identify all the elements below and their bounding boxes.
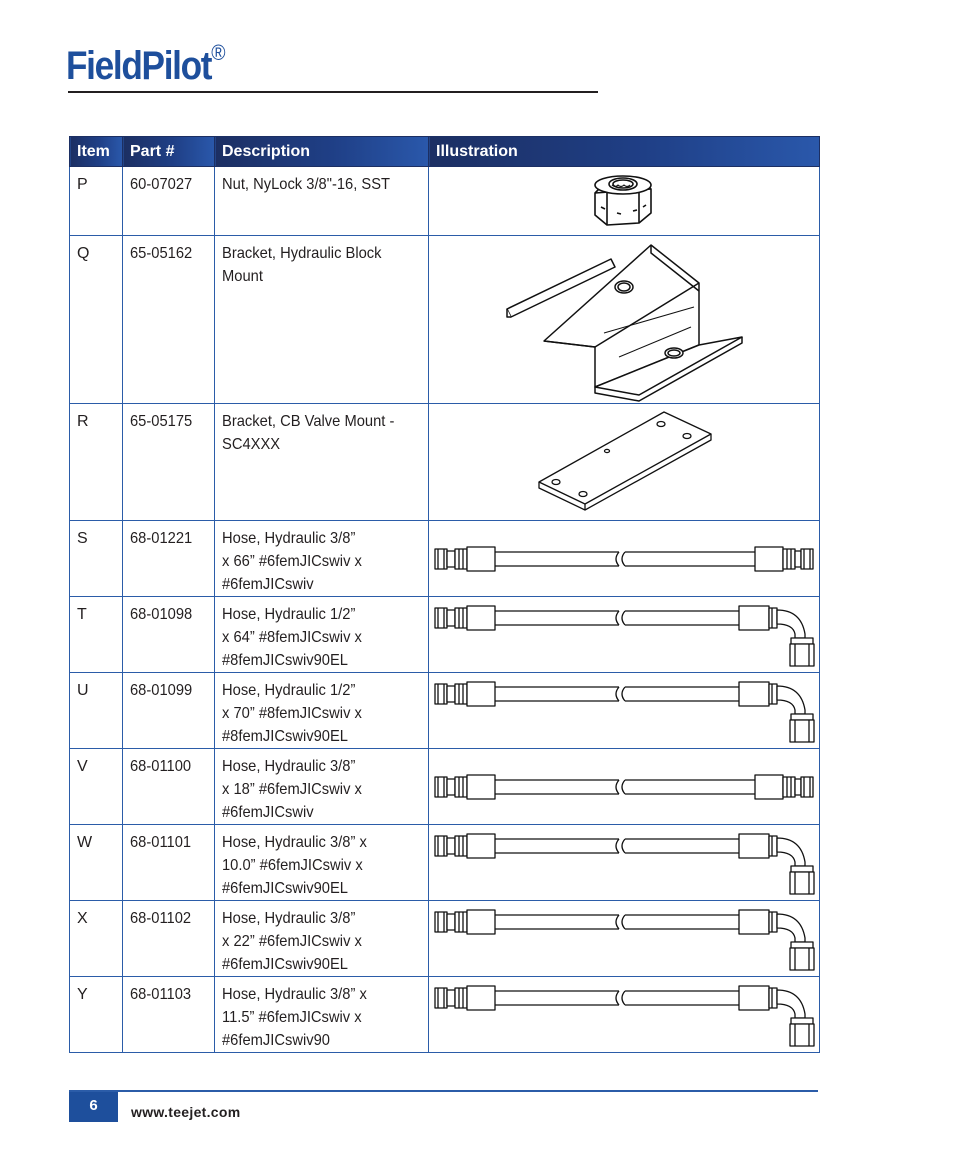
description-line: Hose, Hydraulic 3/8”: [222, 758, 356, 775]
description-line: 11.5” #6femJICswiv x: [222, 1009, 362, 1026]
part-number-cell: [123, 825, 215, 901]
part-number: 60-07027: [130, 176, 193, 193]
table-row: [70, 673, 820, 749]
part-number: 68-01221: [130, 530, 193, 547]
part-number-cell: [123, 673, 215, 749]
description-line: Hose, Hydraulic 3/8”: [222, 530, 356, 547]
description-line: Hose, Hydraulic 3/8”: [222, 910, 356, 927]
column-header-item: Item: [70, 137, 123, 167]
table-row: [70, 236, 820, 404]
table-row: [70, 404, 820, 521]
item-cell: Q: [70, 236, 123, 404]
description-line: x 18” #6femJICswiv x: [222, 781, 362, 798]
hose-elbow-illustration: [429, 597, 820, 673]
description-line: #6femJICswiv90EL: [222, 956, 348, 973]
description-cell: [215, 901, 429, 977]
parts-table: [69, 136, 820, 1053]
part-number: 68-01098: [130, 606, 193, 623]
part-number-cell: [123, 521, 215, 597]
description-cell: [215, 521, 429, 597]
footer-rule: [69, 1090, 818, 1092]
hose-elbow-illustration: [429, 901, 820, 977]
item-cell: V: [70, 749, 123, 825]
description-line: Hose, Hydraulic 1/2”: [222, 682, 356, 699]
hose-straight-illustration: [429, 749, 820, 825]
hose-elbow-illustration: [429, 825, 820, 901]
description-line: 10.0” #6femJICswiv x: [222, 857, 363, 874]
description-line: x 22” #6femJICswiv x: [222, 933, 362, 950]
description-line: Hose, Hydraulic 3/8” x: [222, 834, 367, 851]
description-line: Bracket, Hydraulic Block: [222, 245, 382, 262]
registered-mark: ®: [211, 40, 226, 65]
footer-url[interactable]: www.teejet.com: [131, 1104, 241, 1120]
description-cell: [215, 404, 429, 521]
description-line: #8femJICswiv90EL: [222, 728, 348, 745]
header-rule: [68, 91, 598, 93]
description-line: #6femJICswiv90: [222, 1032, 330, 1049]
column-header-description: Description: [215, 137, 429, 167]
part-number-cell: [123, 167, 215, 236]
hydraulic-block-bracket-illustration: [429, 236, 820, 404]
table-row: [70, 977, 820, 1053]
item-cell: T: [70, 597, 123, 673]
item-cell: Y: [70, 977, 123, 1053]
description-cell: [215, 825, 429, 901]
table-header-row: [70, 137, 820, 167]
part-number-cell: [123, 236, 215, 404]
description-line: #6femJICswiv: [222, 804, 314, 821]
column-header-part: Part #: [123, 137, 215, 167]
description-cell: [215, 749, 429, 825]
description-line: Mount: [222, 268, 263, 285]
description-line: Hose, Hydraulic 1/2”: [222, 606, 356, 623]
description-line: #6femJICswiv: [222, 576, 314, 593]
part-number-cell: [123, 749, 215, 825]
description-cell: [215, 597, 429, 673]
item-cell: U: [70, 673, 123, 749]
description-cell: [215, 236, 429, 404]
part-number: 65-05175: [130, 413, 193, 430]
page-number: 6: [69, 1092, 118, 1122]
description-line: Nut, NyLock 3/8"-16, SST: [222, 176, 391, 193]
hose-elbow-illustration: [429, 977, 820, 1053]
description-line: #8femJICswiv90EL: [222, 652, 348, 669]
table-row: [70, 749, 820, 825]
table-row: [70, 901, 820, 977]
item-cell: P: [70, 167, 123, 236]
hose-elbow-illustration: [429, 673, 820, 749]
brand-logo: [66, 40, 226, 89]
table-row: [70, 167, 820, 236]
part-number-cell: [123, 597, 215, 673]
description-line: x 66” #6femJICswiv x: [222, 553, 362, 570]
description-line: x 70” #8femJICswiv x: [222, 705, 362, 722]
nylock-nut-illustration: [429, 167, 820, 236]
part-number-cell: [123, 901, 215, 977]
item-cell: S: [70, 521, 123, 597]
description-line: x 64” #8femJICswiv x: [222, 629, 362, 646]
description-cell: [215, 673, 429, 749]
description-line: #6femJICswiv90EL: [222, 880, 348, 897]
item-cell: X: [70, 901, 123, 977]
description-line: SC4XXX: [222, 436, 281, 453]
table-row: [70, 521, 820, 597]
part-number: 68-01101: [130, 834, 192, 851]
item-cell: W: [70, 825, 123, 901]
column-header-illustration: Illustration: [429, 137, 820, 167]
part-number: 65-05162: [130, 245, 193, 262]
description-cell: [215, 977, 429, 1053]
description-line: Hose, Hydraulic 3/8” x: [222, 986, 367, 1003]
table-row: [70, 597, 820, 673]
part-number: 68-01099: [130, 682, 193, 699]
table-row: [70, 825, 820, 901]
part-number-cell: [123, 404, 215, 521]
description-cell: [215, 167, 429, 236]
part-number: 68-01102: [130, 910, 192, 927]
part-number: 68-01100: [130, 758, 192, 775]
cb-valve-bracket-illustration: [429, 404, 820, 521]
description-line: Bracket, CB Valve Mount -: [222, 413, 395, 430]
part-number: 68-01103: [130, 986, 192, 1003]
item-cell: R: [70, 404, 123, 521]
part-number-cell: [123, 977, 215, 1053]
brand-name: FieldPilot: [66, 44, 212, 88]
hose-straight-illustration: [429, 521, 820, 597]
